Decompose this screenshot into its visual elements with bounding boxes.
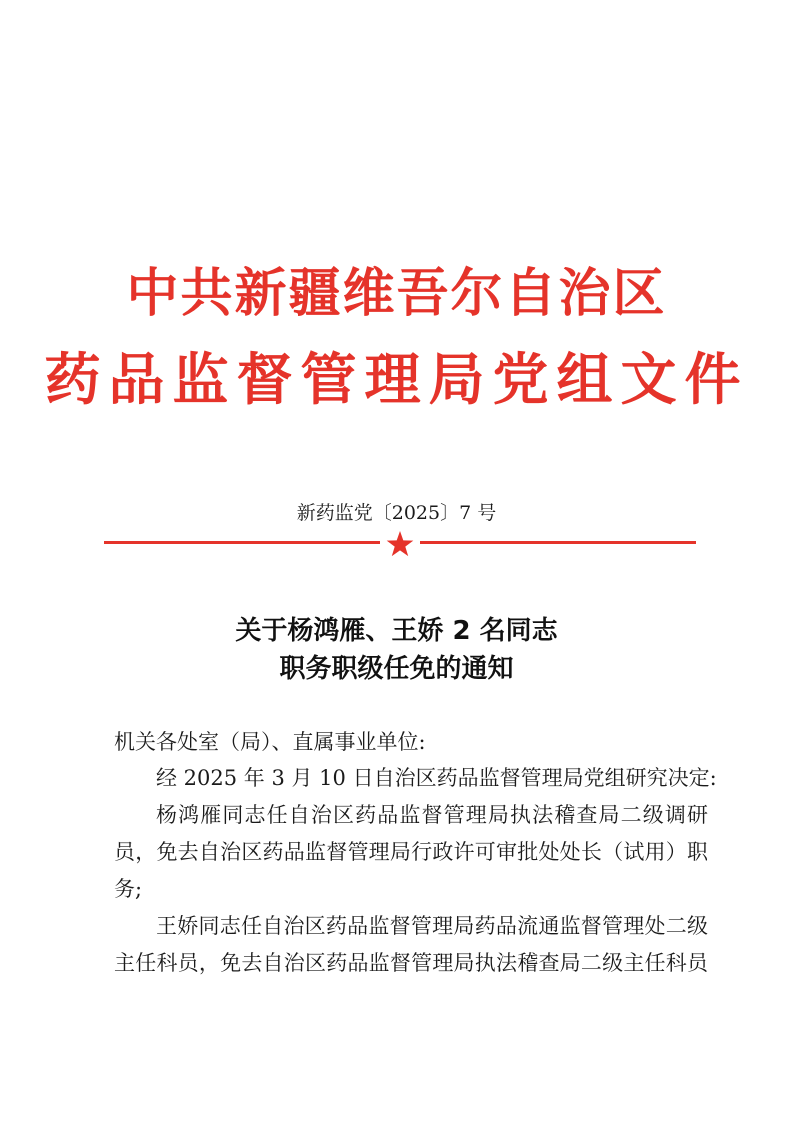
header-title-line-2: 药品监督管理局党组文件	[44, 348, 749, 413]
paragraph-1-line-3: 务;	[114, 877, 143, 901]
header-title-line-1: 中共新疆维吾尔自治区	[126, 264, 667, 324]
red-divider	[100, 528, 700, 558]
star-icon	[387, 531, 414, 556]
salutation: 机关各处室（局）、直属事业单位:	[114, 730, 426, 754]
document-number: 新药监党〔2025〕7 号	[296, 502, 497, 524]
divider-left-line	[104, 541, 380, 544]
paragraph-2-line-1: 王娇同志任自治区药品监督管理局药品流通监督管理处二级	[156, 914, 708, 938]
paragraph-2-line-2: 主任科员，免去自治区药品监督管理局执法稽查局二级主任科员	[114, 951, 708, 975]
notice-title-line-2: 职务职级任免的通知	[279, 654, 514, 684]
divider-right-line	[420, 541, 696, 544]
decision-statement: 经 2025 年 3 月 10 日自治区药品监督管理局党组研究决定:	[156, 766, 717, 790]
notice-title-line-1: 关于杨鸿雁、王娇 2 名同志	[235, 616, 558, 646]
paragraph-1-line-1: 杨鸿雁同志任自治区药品监督管理局执法稽查局二级调研	[156, 803, 708, 827]
paragraph-1-line-2: 员，免去自治区药品监督管理局行政许可审批处处长（试用）职	[114, 840, 708, 864]
